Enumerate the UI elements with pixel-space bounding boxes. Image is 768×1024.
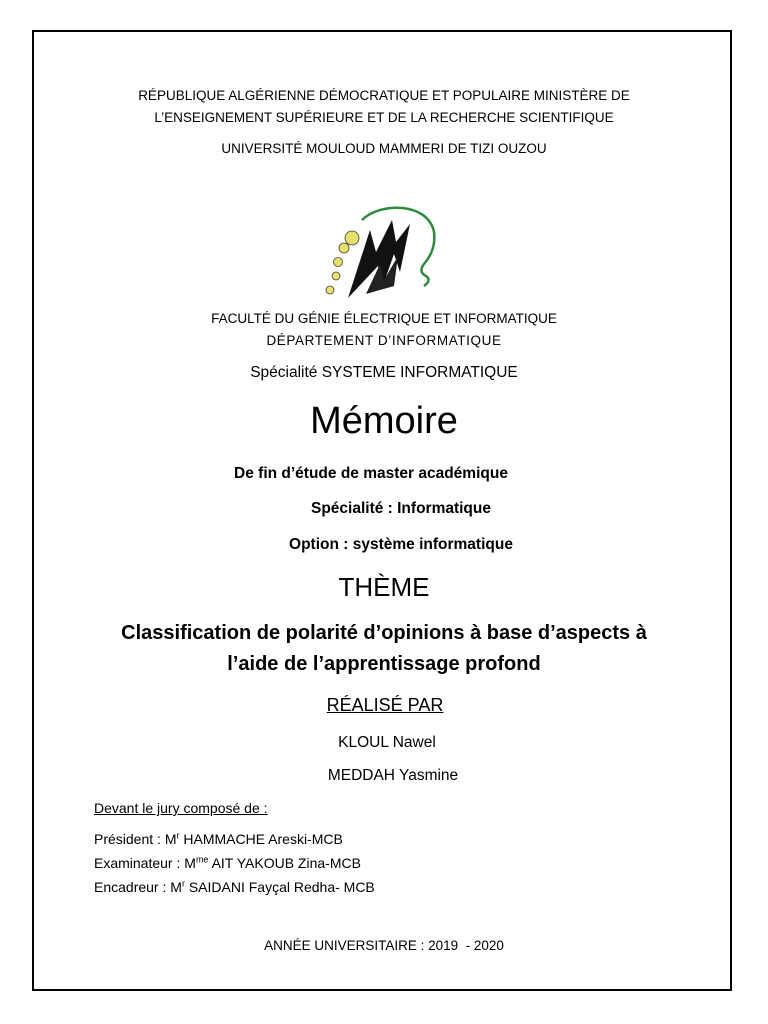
faculty-name: FACULTÉ DU GÉNIE ÉLECTRIQUE ET INFORMATIQUE <box>211 311 557 326</box>
theme-title-line-1: Classification de polarité d’opinions à base d’aspects à <box>121 622 647 644</box>
university-logo-icon <box>318 202 440 302</box>
jury-member: Président : $M^r$ HAMMACHE Areski-MCB <box>94 830 343 847</box>
academic-year: ANNÉE UNIVERSITAIRE : 2019 - 2020 <box>264 938 504 953</box>
jury-member: Examinateur : $M^{me}$ AIT YAKOUB Zina-MCB <box>94 854 361 871</box>
header-line-1: RÉPUBLIQUE ALGÉRIENNE DÉMOCRATIQUE ET POPULAIRE MINISTÈRE DE <box>138 88 630 103</box>
memoire-speciality: Spécialité : Informatique <box>310 500 491 517</box>
authors-label: RÉALISÉ PAR <box>326 695 444 715</box>
memoire-title: Mémoire <box>310 400 458 442</box>
author-name: KLOUL Nawel <box>338 734 436 751</box>
jury-member: Encadreur : $M^r$ SAIDANI Fayçal Redha- MCB <box>94 878 375 895</box>
department-name: DÉPARTEMENT D’INFORMATIQUE <box>266 333 502 348</box>
memoire-subtitle: De fin d’étude de master académique <box>234 465 508 482</box>
header-line-2: L’ENSEIGNEMENT SUPÉRIEURE ET DE LA RECHERCHE SCIENTIFIQUE <box>154 110 614 125</box>
memoire-option: Option : système informatique <box>289 536 513 553</box>
theme-title-line-2: l’aide de l’apprentissage profond <box>227 653 541 675</box>
author-name: MEDDAH Yasmine <box>327 767 459 784</box>
theme-label: THÈME <box>338 572 430 602</box>
university-name: UNIVERSITÉ MOULOUD MAMMERI DE TIZI OUZOU <box>221 141 547 156</box>
jury-label: Devant le jury composé de : <box>94 800 268 816</box>
faculty-speciality: Spécialité SYSTEME INFORMATIQUE <box>250 364 518 381</box>
